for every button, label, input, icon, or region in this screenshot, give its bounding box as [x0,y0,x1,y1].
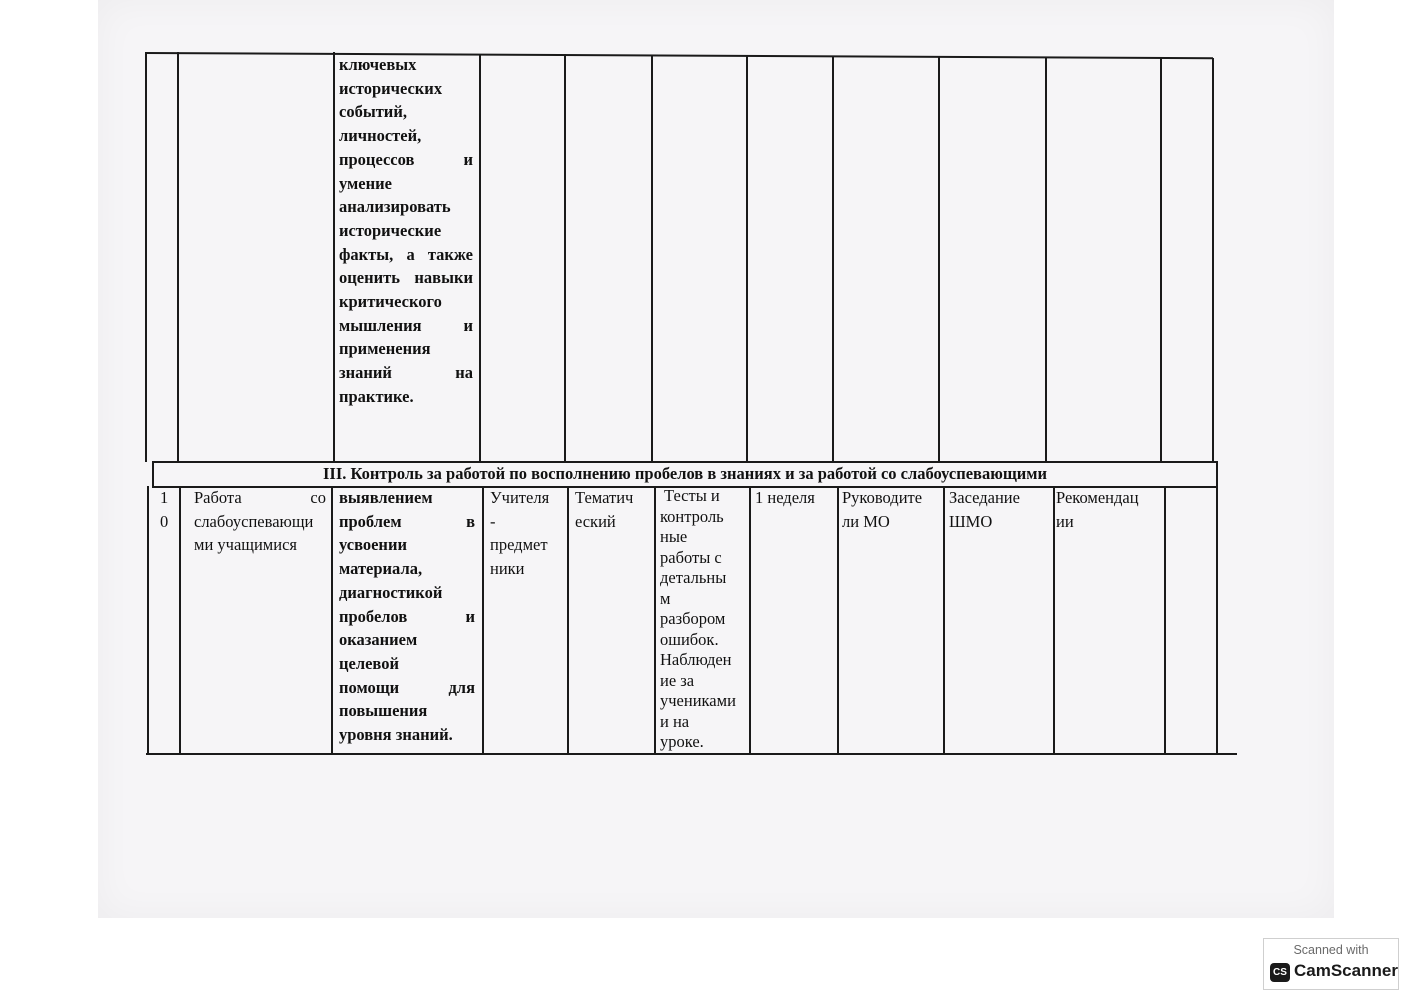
methods-line: уроке. [660,732,704,751]
col-line-8 [832,56,834,462]
timing-value: 1 неделя [755,488,815,507]
row10-line-4 [482,486,484,754]
methods-line: разбором [660,609,726,628]
responsible-line: ли МО [842,511,890,531]
desc-line: практике. [339,386,414,406]
scanned-with-label: Scanned with [1293,943,1369,957]
col-line-11 [1160,58,1162,462]
result-line: Рекомендац [1056,488,1139,507]
goal-line: целевой [339,653,399,673]
cell-goal [339,486,475,747]
cell-row-number [160,486,174,533]
cell-control-type [575,486,651,533]
methods-line: работы с [660,547,722,567]
desc-line: критического [339,292,442,312]
topic-line: Работа со [194,488,326,507]
goal-line: диагностикой [339,582,443,602]
row10-line-1 [147,486,149,754]
review-line: ШМО [949,511,993,531]
review-line: Заседание [949,488,1020,507]
result-line: ии [1056,511,1074,531]
methods-line: контроль [660,506,724,526]
cell-timing [755,486,835,510]
col-line-1 [145,52,147,462]
row-number-line: 0 [160,511,169,531]
col-line-4 [479,54,481,462]
col-line-10 [1045,57,1047,462]
col-line-7 [746,55,748,462]
methods-line: и на [660,711,690,731]
desc-line: оценить навыки [339,268,473,288]
methods-line: Тесты и [664,486,720,505]
cell-review-place [949,486,1051,533]
desc-line: ключевых [339,55,417,74]
methods-line: ошибок. [660,629,719,649]
row10-line-2 [179,486,181,754]
row10-line-7 [749,486,751,754]
desc-line: исторические [339,220,442,240]
goal-line: пробелов и [339,606,475,626]
col-line-3 [333,52,335,462]
goal-line: выявлением [339,488,433,507]
desc-line: умение [339,173,392,193]
methods-line: Наблюден [660,650,732,669]
object-line: Учителя [490,488,550,507]
desc-line: анализировать [339,197,451,217]
desc-line: исторических [339,78,443,98]
row-number-line: 1 [160,488,169,507]
methods-line: м [660,588,671,608]
cell-result [1056,486,1162,533]
desc-line: мышления и [339,315,473,335]
camscanner-brand: CamScanner [1294,961,1398,980]
cell-responsible [842,486,942,533]
row10-line-3 [331,486,333,754]
col-line-2 [177,52,179,462]
goal-line: повышения [339,701,428,721]
desc-line: знаний на [339,363,473,383]
row10-line-8 [837,486,839,754]
desc-line: процессов и [339,149,473,169]
methods-line: учениками [660,691,736,710]
row10-line-6 [654,486,656,754]
methods-line: ие за [660,670,695,690]
row10-line-10 [1053,486,1055,754]
methods-line: детальны [660,568,727,587]
camscanner-logo-icon: CS [1270,963,1290,982]
cell-object [490,486,564,581]
goal-line: усвоении [339,535,407,555]
topic-line: ми учащимися [194,535,297,555]
row10-line-12 [1216,486,1218,754]
cell-topic [194,486,326,557]
desc-line: применения [339,339,431,359]
row10-line-9 [943,486,945,754]
type-line: еский [575,511,616,531]
goal-line: оказанием [339,630,418,650]
goal-line: уровня знаний. [339,725,453,745]
cell-methods [660,486,748,753]
object-line: ники [490,559,525,579]
cell-description-continued [339,53,473,409]
goal-line: материала, [339,559,423,579]
col-line-12 [1212,58,1214,462]
col-line-6 [651,55,653,462]
type-line: Тематич [575,488,634,507]
object-line: предмет [490,535,548,555]
goal-line: проблем в [339,511,475,531]
object-line: - [490,511,496,531]
col-line-5 [564,54,566,462]
camscanner-watermark [1263,938,1399,990]
responsible-line: Руководите [842,488,923,507]
table-border-bottom [146,753,1237,755]
col-line-9 [938,56,940,462]
row10-line-11 [1164,486,1166,754]
methods-line: ные [660,527,688,546]
desc-line: событий, [339,102,407,122]
scanned-page [98,0,1334,918]
desc-line: личностей, [339,126,422,146]
row10-line-5 [567,486,569,754]
goal-line: помощи для [339,677,475,697]
topic-line: слабоуспевающи [194,511,314,531]
section-heading: III. Контроль за работой по восполнению пробелов в знаниях и за работой со слабоуспевающими [322,464,1048,483]
desc-line: факты, а также [339,244,473,264]
